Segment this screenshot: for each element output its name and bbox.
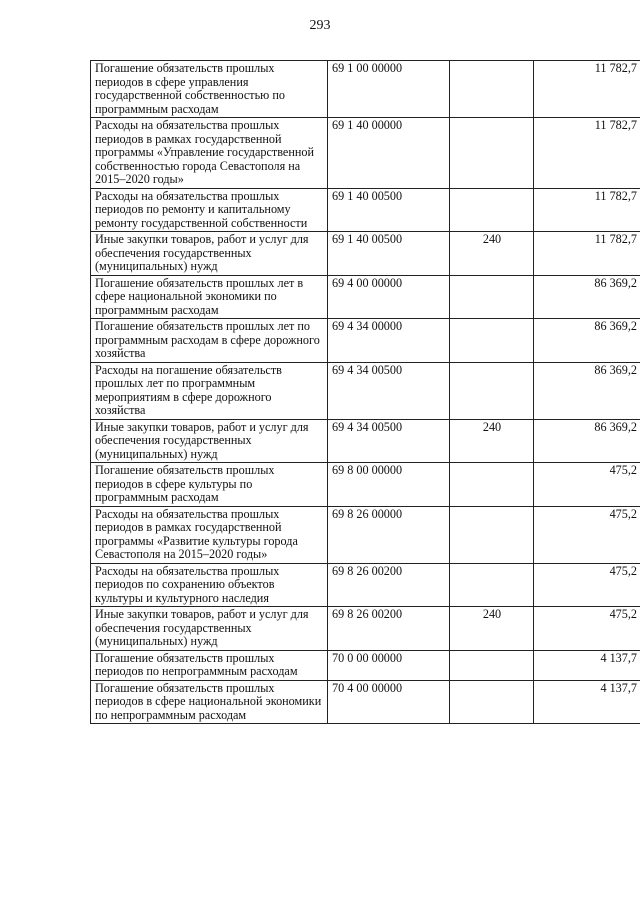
- row-code: 69 8 26 00200: [328, 563, 450, 607]
- row-code: 69 4 34 00500: [328, 419, 450, 463]
- table-row: [91, 419, 640, 463]
- budget-table: [90, 60, 640, 724]
- table-row: [91, 275, 640, 319]
- row-code: 69 8 26 00000: [328, 506, 450, 563]
- row-amount: 475,2: [534, 463, 640, 507]
- row-name: Погашение обязательств прошлых периодов в сфере управления государственной собственностью по программным расходам: [91, 61, 328, 118]
- row-expense-type: 240: [450, 607, 534, 651]
- row-name: Расходы на обязательства прошлых периодов по сохранению объектов культуры и культурного наследия: [91, 563, 328, 607]
- table-row: [91, 232, 640, 276]
- row-name: Погашение обязательств прошлых периодов в сфере национальной экономики по непрограммным расходам: [91, 680, 328, 724]
- row-name: Погашение обязательств прошлых лет по программным расходам в сфере дорожного хозяйства: [91, 319, 328, 363]
- row-name: Расходы на погашение обязательств прошлых лет по программным мероприятиям в сфере дорожного хозяйства: [91, 362, 328, 419]
- table-row: [91, 61, 640, 118]
- table-row: [91, 362, 640, 419]
- row-name: Расходы на обязательства прошлых периодов в рамках государственной программы «Управление государственной собственностью города Севастополя на 2015–2020 годы»: [91, 118, 328, 189]
- table-row: [91, 118, 640, 189]
- row-amount: 475,2: [534, 563, 640, 607]
- row-name: Погашение обязательств прошлых периодов по непрограммным расходам: [91, 650, 328, 680]
- row-code: 69 4 00 00000: [328, 275, 450, 319]
- row-amount: 475,2: [534, 607, 640, 651]
- row-name: Расходы на обязательства прошлых периодов по ремонту и капитальному ремонту государственной собственности: [91, 188, 328, 232]
- row-expense-type: [450, 680, 534, 724]
- row-amount: 86 369,2: [534, 319, 640, 363]
- row-amount: 11 782,7: [534, 232, 640, 276]
- table-row: [91, 506, 640, 563]
- row-expense-type: 240: [450, 232, 534, 276]
- page-number: 293: [309, 18, 331, 33]
- row-code: 69 1 40 00000: [328, 118, 450, 189]
- row-name: Погашение обязательств прошлых периодов в сфере культуры по программным расходам: [91, 463, 328, 507]
- table-row: [91, 188, 640, 232]
- row-name: Иные закупки товаров, работ и услуг для обеспечения государственных (муниципальных) нужд: [91, 232, 328, 276]
- row-name: Иные закупки товаров, работ и услуг для обеспечения государственных (муниципальных) нужд: [91, 607, 328, 651]
- row-expense-type: 240: [450, 419, 534, 463]
- row-amount: 4 137,7: [534, 650, 640, 680]
- row-name: Расходы на обязательства прошлых периодов в рамках государственной программы «Развитие культуры города Севастополя на 2015–2020 годы»: [91, 506, 328, 563]
- row-expense-type: [450, 188, 534, 232]
- row-amount: 86 369,2: [534, 362, 640, 419]
- row-amount: 86 369,2: [534, 419, 640, 463]
- row-expense-type: [450, 319, 534, 363]
- row-code: 69 4 34 00000: [328, 319, 450, 363]
- table-row: [91, 319, 640, 363]
- row-expense-type: [450, 362, 534, 419]
- row-name: Иные закупки товаров, работ и услуг для обеспечения государственных (муниципальных) нужд: [91, 419, 328, 463]
- table-row: [91, 650, 640, 680]
- row-code: 69 4 34 00500: [328, 362, 450, 419]
- row-amount: 11 782,7: [534, 61, 640, 118]
- row-amount: 11 782,7: [534, 188, 640, 232]
- row-code: 69 1 40 00500: [328, 232, 450, 276]
- table-row: [91, 680, 640, 724]
- row-code: 69 1 40 00500: [328, 188, 450, 232]
- row-amount: 86 369,2: [534, 275, 640, 319]
- row-amount: 11 782,7: [534, 118, 640, 189]
- table-row: [91, 463, 640, 507]
- row-name: Погашение обязательств прошлых лет в сфере национальной экономики по программным расходам: [91, 275, 328, 319]
- row-expense-type: [450, 650, 534, 680]
- row-amount: 475,2: [534, 506, 640, 563]
- row-code: 69 8 26 00200: [328, 607, 450, 651]
- row-code: 69 1 00 00000: [328, 61, 450, 118]
- row-expense-type: [450, 563, 534, 607]
- row-expense-type: [450, 61, 534, 118]
- table-row: [91, 607, 640, 651]
- row-code: 70 0 00 00000: [328, 650, 450, 680]
- row-amount: 4 137,7: [534, 680, 640, 724]
- row-code: 70 4 00 00000: [328, 680, 450, 724]
- table-row: [91, 563, 640, 607]
- row-expense-type: [450, 506, 534, 563]
- row-expense-type: [450, 275, 534, 319]
- row-code: 69 8 00 00000: [328, 463, 450, 507]
- row-expense-type: [450, 118, 534, 189]
- row-expense-type: [450, 463, 534, 507]
